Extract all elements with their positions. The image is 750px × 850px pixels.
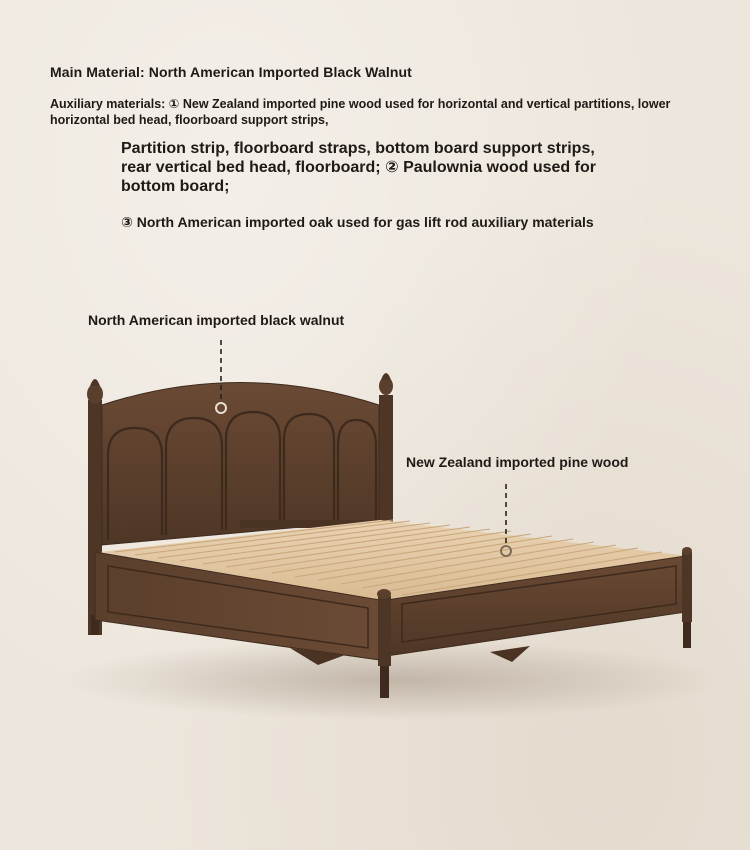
- foot-right-post: [682, 547, 692, 648]
- partition-materials-text: Partition strip, floorboard straps, bottom board support strips, rear vertical bed head, floorboard; ② Paulownia wood used for bottom board;: [121, 140, 596, 195]
- oak-materials-text: ③ North American imported oak used for gas lift rod auxiliary materials: [121, 214, 594, 230]
- pine-callout-label: New Zealand imported pine wood: [406, 454, 629, 470]
- walnut-callout-label: North American imported black walnut: [88, 312, 345, 328]
- auxiliary-materials-text: Auxiliary materials: ① New Zealand imported pine wood used for horizontal and vertical partitions, lower horizontal bed head, floorboard support strips,: [50, 97, 671, 127]
- main-material-text: Main Material: North American Imported Black Walnut: [50, 64, 412, 80]
